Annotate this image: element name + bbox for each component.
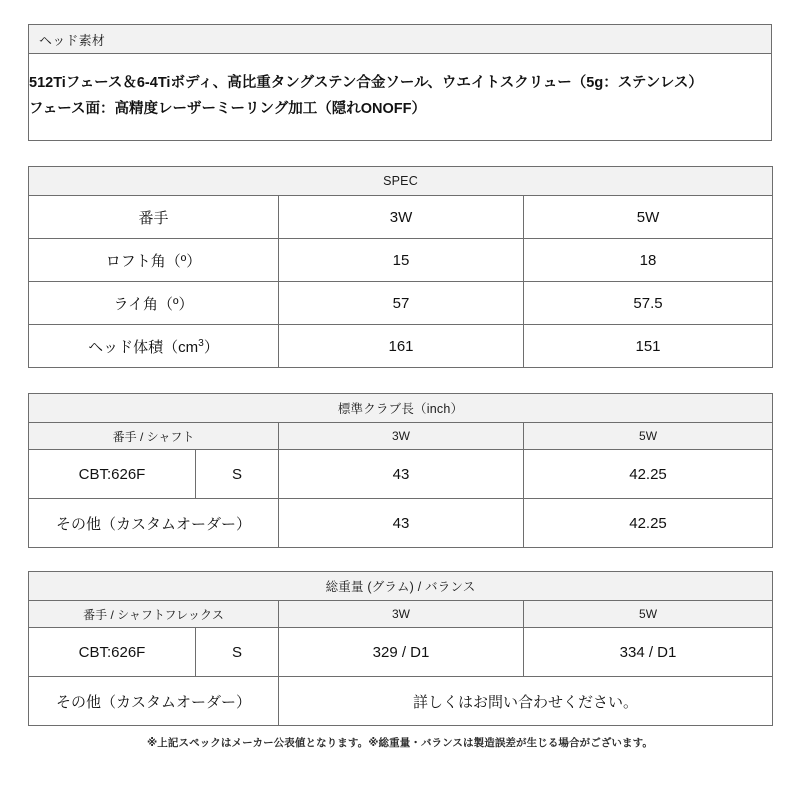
spec-volume-label-sup: 3 bbox=[198, 337, 204, 349]
table-row bbox=[29, 167, 773, 196]
weight-head-3w: 3W bbox=[279, 601, 524, 628]
spacer-1 bbox=[28, 141, 772, 166]
spec-row-label-loft: ロフト角（º） bbox=[29, 239, 279, 282]
spec-row-label-volume bbox=[29, 325, 279, 368]
weight-head-label: 番手 / シャフトフレックス bbox=[29, 601, 279, 628]
spec-row-value-bango-5w: 5W bbox=[524, 196, 773, 239]
top-spacer bbox=[28, 0, 772, 24]
weight-balance-title: 総重量 (グラム) / バランス bbox=[29, 572, 773, 601]
spec-row-label-lie: ライ角（º） bbox=[29, 282, 279, 325]
head-material-table bbox=[28, 24, 772, 141]
table-row bbox=[29, 423, 773, 450]
club-length-head-5w: 5W bbox=[524, 423, 773, 450]
spec-row-value-volume-3w: 161 bbox=[279, 325, 524, 368]
club-length-head-3w: 3W bbox=[279, 423, 524, 450]
table-row bbox=[29, 54, 772, 141]
club-length-shaft-custom: その他（カスタムオーダー） bbox=[29, 499, 279, 548]
weight-balance-table bbox=[28, 571, 773, 726]
spec-footnote: ※上記スペックはメーカー公表値となります。※総重量・バランスは製造誤差が生じる場合がございます。 bbox=[146, 737, 653, 749]
spec-table bbox=[28, 166, 773, 368]
club-length-head-label: 番手 / シャフト bbox=[29, 423, 279, 450]
club-length-table bbox=[28, 393, 773, 548]
spec-row-value-loft-3w: 15 bbox=[279, 239, 524, 282]
spec-volume-label-pre: ヘッド体積（cm bbox=[88, 338, 199, 356]
table-row bbox=[29, 572, 773, 601]
table-row bbox=[29, 677, 773, 726]
spec-row-value-bango-3w: 3W bbox=[279, 196, 524, 239]
table-row bbox=[29, 325, 773, 368]
club-length-custom-3w: 43 bbox=[279, 499, 524, 548]
club-length-shaft-cbt: CBT:626F bbox=[29, 450, 196, 499]
table-row bbox=[29, 601, 773, 628]
weight-cbt-3w: 329 / D1 bbox=[279, 628, 524, 677]
spec-volume-label-post: ） bbox=[203, 338, 219, 356]
spacer-3 bbox=[28, 548, 772, 571]
weight-custom-label: その他（カスタムオーダー） bbox=[29, 677, 279, 726]
weight-custom-value: 詳しくはお問い合わせください。 bbox=[279, 677, 773, 726]
weight-shaft-cbt: CBT:626F bbox=[29, 628, 196, 677]
weight-head-5w: 5W bbox=[524, 601, 773, 628]
spec-row-label-bango: 番手 bbox=[29, 196, 279, 239]
club-length-cbt-3w: 43 bbox=[279, 450, 524, 499]
head-material-body bbox=[29, 54, 772, 141]
spacer-2 bbox=[28, 368, 772, 393]
head-material-title: ヘッド素材 bbox=[29, 25, 772, 54]
table-row bbox=[29, 25, 772, 54]
spec-row-value-lie-5w: 57.5 bbox=[524, 282, 773, 325]
table-row bbox=[29, 628, 773, 677]
table-row bbox=[29, 196, 773, 239]
table-row bbox=[29, 499, 773, 548]
club-length-title: 標準クラブ長（inch） bbox=[29, 394, 773, 423]
spec-row-value-lie-3w: 57 bbox=[279, 282, 524, 325]
table-row bbox=[29, 394, 773, 423]
table-row bbox=[29, 450, 773, 499]
weight-cbt-5w: 334 / D1 bbox=[524, 628, 773, 677]
club-length-custom-5w: 42.25 bbox=[524, 499, 773, 548]
head-material-line-1: 512Tiフェース＆6-4Tiボディ、高比重タングステン合金ソール、ウエイトスクリュー（5g：ステンレス） bbox=[29, 75, 703, 92]
spec-row-value-loft-5w: 18 bbox=[524, 239, 773, 282]
club-length-cbt-5w: 42.25 bbox=[524, 450, 773, 499]
spec-title: SPEC bbox=[29, 167, 773, 196]
weight-flex-cbt: S bbox=[196, 628, 279, 677]
spec-row-value-volume-5w: 151 bbox=[524, 325, 773, 368]
head-material-line-2: フェース面：高精度レーザーミーリング加工（隠れONOFF） bbox=[29, 101, 427, 117]
table-row bbox=[29, 239, 773, 282]
table-row bbox=[29, 282, 773, 325]
club-length-flex-cbt: S bbox=[196, 450, 279, 499]
